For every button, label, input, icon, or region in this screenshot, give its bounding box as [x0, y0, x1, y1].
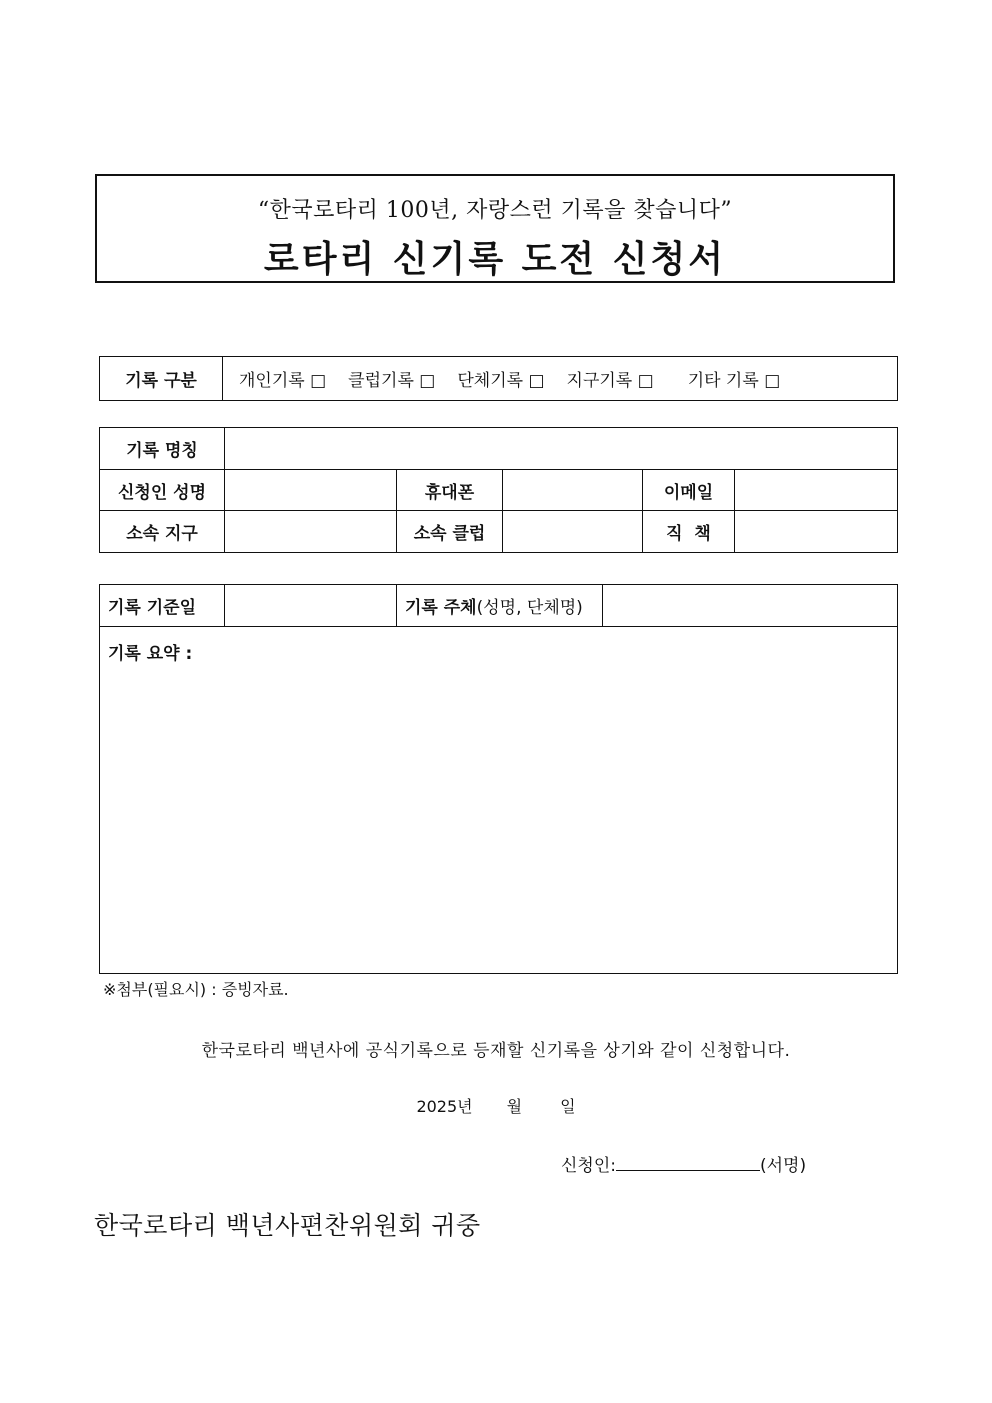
applicant-name-label: 신청인 성명: [100, 470, 225, 511]
checkbox-icon[interactable]: □: [764, 371, 781, 391]
addressee: 한국로타리 백년사편찬위원회 귀중: [94, 1211, 481, 1240]
record-summary-field[interactable]: [100, 627, 898, 974]
date-year[interactable]: 2025년: [416, 1097, 473, 1116]
record-type-table: [99, 356, 898, 401]
email-label: 이메일: [643, 470, 735, 511]
signer-label: 신청인:: [561, 1156, 616, 1176]
applicant-table: [99, 427, 898, 553]
declaration-text: 한국로타리 백년사에 공식기록으로 등재할 신기록을 상기와 같이 신청합니다.: [201, 1041, 791, 1061]
checkbox-icon[interactable]: □: [310, 371, 327, 391]
checkbox-icon[interactable]: □: [419, 371, 436, 391]
district-field[interactable]: [225, 511, 397, 553]
option-club[interactable]: 클럽기록 □: [348, 371, 436, 391]
option-personal[interactable]: 개인기록 □: [239, 371, 327, 391]
signature-line: [561, 1151, 806, 1176]
option-district[interactable]: 지구기록 □: [566, 371, 654, 391]
option-group[interactable]: 단체기록 □: [457, 371, 545, 391]
record-name-field[interactable]: [225, 428, 898, 470]
form-subtitle: “한국로타리 100년, 자랑스런 기록을 찾습니다”: [257, 198, 733, 223]
date-month[interactable]: 월: [506, 1097, 523, 1116]
title-box: [95, 174, 895, 283]
record-subject-label: 기록 주체(성명, 단체명): [397, 585, 603, 627]
signature-label: (서명): [760, 1156, 807, 1176]
record-summary-label: 기록 요약 :: [108, 644, 193, 664]
club-field[interactable]: [503, 511, 643, 553]
date-day[interactable]: 일: [560, 1097, 576, 1116]
record-type-label: 기록 구분: [100, 357, 223, 401]
applicant-name-field[interactable]: [225, 470, 397, 511]
form-title: 로타리 신기록 도전 신청서: [263, 239, 727, 280]
record-type-options: [223, 357, 898, 401]
position-field[interactable]: [735, 511, 898, 553]
option-other[interactable]: 기타 기록 □: [687, 371, 781, 391]
record-subject-field[interactable]: [603, 585, 898, 627]
application-date: [0, 1094, 992, 1117]
email-field[interactable]: [735, 470, 898, 511]
phone-label: 휴대폰: [397, 470, 503, 511]
base-date-field[interactable]: [225, 585, 397, 627]
base-date-label: 기록 기준일: [100, 585, 225, 627]
record-detail-table: [99, 584, 898, 974]
checkbox-icon[interactable]: □: [528, 371, 545, 391]
position-label: 직 책: [643, 511, 735, 553]
attachment-note: ※첨부(필요시) : 증빙자료.: [103, 980, 289, 999]
phone-field[interactable]: [503, 470, 643, 511]
record-name-label: 기록 명칭: [100, 428, 225, 470]
checkbox-icon[interactable]: □: [637, 371, 654, 391]
club-label: 소속 클럽: [397, 511, 503, 553]
signature-field[interactable]: [616, 1154, 760, 1171]
district-label: 소속 지구: [100, 511, 225, 553]
